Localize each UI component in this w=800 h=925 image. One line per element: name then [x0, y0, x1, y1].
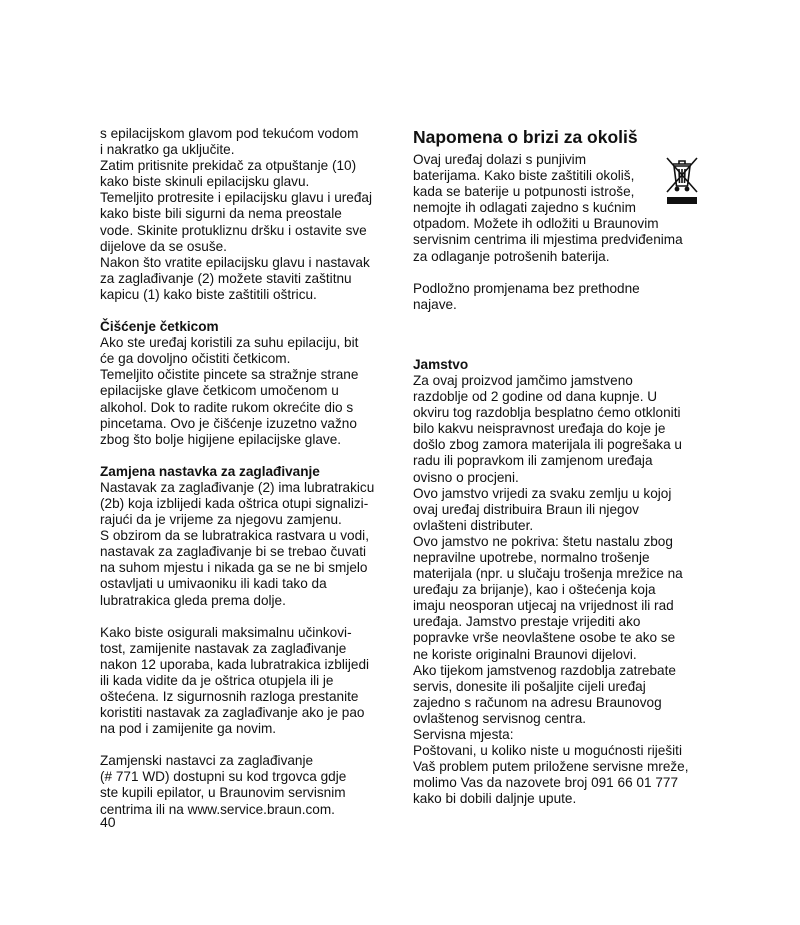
notice-paragraph	[413, 281, 713, 313]
text-line: Podložno promjenama bez prethodne	[413, 280, 640, 296]
smoothing-cap-paragraph	[100, 480, 400, 609]
text-line: ovisno o procjeni.	[413, 469, 519, 485]
text-line: došlo zbog zamora materijala ili pogrešaka u	[413, 437, 682, 453]
text-line: Nastavak za zaglađivanje (2) ima lubratrakicu	[100, 479, 375, 495]
intro-paragraph	[100, 126, 400, 303]
text-line: uređaju za brijanje), kao i oštećenja koja	[413, 582, 656, 598]
replacement-paragraph	[100, 753, 400, 817]
text-line: kada se baterije u potpunosti istroše,	[413, 184, 635, 200]
text-line: okviru tog razdoblja besplatno ćemo otkloniti	[413, 405, 681, 421]
text-line: ne koriste originalni Braunovi dijelovi.	[413, 646, 637, 662]
text-line: na pod i zamijenite ga novim.	[100, 721, 277, 737]
efficiency-paragraph	[100, 625, 400, 738]
text-line: nastavak za zaglađivanje bi se trebao čuvati	[100, 544, 366, 560]
text-line: Ovo jamstvo ne pokriva: štetu nastalu zbog	[413, 533, 673, 549]
warranty-heading: Jamstvo	[413, 356, 469, 372]
crossed-out-wheelie-bin-icon	[664, 154, 700, 206]
text-line: nepravilne upotrebe, normalno trošenje	[413, 549, 650, 565]
text-line: bilo kakvu neispravnost uređaja do koje je	[413, 421, 666, 437]
text-line: (2b) koja izblijedi kada oštrica otupi signalizi-	[100, 495, 369, 511]
text-line: Ovo jamstvo vrijedi za svaku zemlju u kojoj	[413, 485, 672, 501]
text-line: alkohol. Dok to radite rukom okrećite dio s	[100, 399, 354, 415]
text-line: tost, zamijenite nastavak za zaglađivanje	[100, 640, 347, 656]
text-line: kako biste skinuli epilacijsku glavu.	[100, 174, 310, 190]
text-line: s epilacijskom glavom pod tekućom vodom	[100, 126, 359, 141]
text-line: Zatim pritisnite prekidač za otpuštanje (10)	[100, 158, 357, 174]
text-line: Ovaj uređaj dolazi s punjivim	[413, 152, 587, 167]
text-line: rajući da je vrijeme za njegovu zamjenu.	[100, 512, 342, 528]
environment-heading: Napomena o brizi za okoliš	[413, 127, 638, 147]
warranty-paragraph	[413, 373, 713, 808]
text-line: Nakon što vratite epilacijsku glavu i nastavak	[100, 254, 370, 270]
text-line: Temeljito očistite pincete sa stražnje strane	[100, 367, 359, 383]
brush-cleaning-paragraph	[100, 335, 400, 448]
text-line: materijala (npr. u slučaju trošenja mrežice na	[413, 566, 683, 582]
text-line: baterijama. Kako biste zaštitili okoliš,	[413, 168, 635, 184]
text-line: zbog što bolje higijene epilacijske glave.	[100, 431, 342, 447]
text-line: ovaj uređaj distribuira Braun ili njegov	[413, 501, 639, 517]
text-line: Ako tijekom jamstvenog razdoblja zatrebate	[413, 662, 676, 678]
text-line: oštećena. Iz sigurnosnih razloga prestanite	[100, 689, 359, 704]
text-line: nakon 12 uporaba, kada lubratrakica izblijedi	[100, 656, 370, 672]
text-line: zajedno s računom na adresu Braunovog	[413, 694, 662, 710]
text-line: Vaš problem putem priložene servisne mreže,	[413, 759, 689, 775]
page-number: 40	[100, 814, 116, 830]
text-line: i nakratko ga uključite.	[100, 142, 235, 158]
text-line: ovlašteni distributer.	[413, 517, 534, 533]
text-line: nemojte ih odlagati zajedno s kućnim	[413, 200, 636, 216]
text-line: Temeljito protresite i epilacijsku glavu i uređaj	[100, 190, 373, 206]
smoothing-cap-heading: Zamjena nastavka za zaglađivanje	[100, 463, 320, 479]
text-line: servisnim centrima ili mjestima predviđenima	[413, 232, 683, 248]
text-line: otpadom. Možete ih odložiti u Braunovim	[413, 216, 659, 232]
right-column	[413, 126, 713, 807]
text-line: će ga dovoljno očistiti četkicom.	[100, 351, 291, 367]
brush-cleaning-heading: Čišćenje četkicom	[100, 319, 219, 335]
text-line: Ako ste uređaj koristili za suhu epilaciju, bit	[100, 335, 359, 351]
text-line: popravke vrše neovlaštene osobe te ako se	[413, 630, 676, 646]
text-line: Kako biste osigurali maksimalnu učinkovi-	[100, 624, 352, 640]
text-line: uređaja. Jamstvo prestaje vrijediti ako	[413, 614, 641, 630]
text-line: ste kupili epilator, u Braunovim servisnim	[100, 785, 346, 801]
text-line: Zamjenski nastavci za zaglađivanje	[100, 753, 314, 769]
text-line: najave.	[413, 296, 457, 312]
text-line: kapicu (1) kako biste zaštitili oštricu.	[100, 286, 317, 302]
text-line: servis, donesite ili pošaljite cijeli uređaj	[413, 678, 646, 694]
text-line: ili kada vidite da je oštrica otupjela ili je	[100, 672, 334, 688]
text-line: centrima ili na www.service.braun.com.	[100, 801, 335, 817]
text-line: molimo Vas da nazovete broj 091 66 01 777	[413, 775, 678, 791]
text-line: dijelove da se osuše.	[100, 238, 227, 254]
text-line: ostavljati u umivaoniku ili kadi tako da	[100, 576, 327, 592]
text-line: lubratrakica gleda prema dolje.	[100, 592, 286, 608]
left-column	[100, 126, 400, 818]
text-line: za odlaganje potrošenih baterija.	[413, 248, 610, 264]
text-line: ovlaštenog servisnog centra.	[413, 710, 587, 726]
text-line: Poštovani, u koliko niste u mogućnosti riješiti	[413, 743, 682, 759]
text-line: razdoblje od 2 godine od dana kupnje. U	[413, 389, 658, 405]
text-line: kako biste bili sigurni da nema preostale	[100, 206, 342, 222]
text-line: Servisna mjesta:	[413, 727, 514, 742]
text-line: S obzirom da se lubratrakica rastvara u vodi,	[100, 528, 369, 544]
text-line: radu ili popravkom ili zamjenom uređaja	[413, 453, 653, 469]
text-line: epilacijske glave četkicom umočenom u	[100, 383, 339, 399]
text-line: kako bi dobili daljnje upute.	[413, 791, 577, 807]
text-line: pincetama. Ovo je čišćenje izuzetno važno	[100, 415, 357, 431]
text-line: za zaglađivanje (2) možete staviti zaštitnu	[100, 270, 352, 286]
text-line: Za ovaj proizvod jamčimo jamstveno	[413, 372, 633, 388]
text-line: vode. Skinite protukliznu dršku i ostavite sve	[100, 222, 367, 238]
text-line: (# 771 WD) dostupni su kod trgovca gdje	[100, 769, 347, 785]
text-line: imaju neosporan utjecaj na vrijednost ili rad	[413, 598, 674, 614]
text-line: na suhom mjestu i nikada ga se ne bi smjelo	[100, 560, 368, 576]
text-line: koristiti nastavak za zaglađivanje ako je pao	[100, 705, 365, 721]
